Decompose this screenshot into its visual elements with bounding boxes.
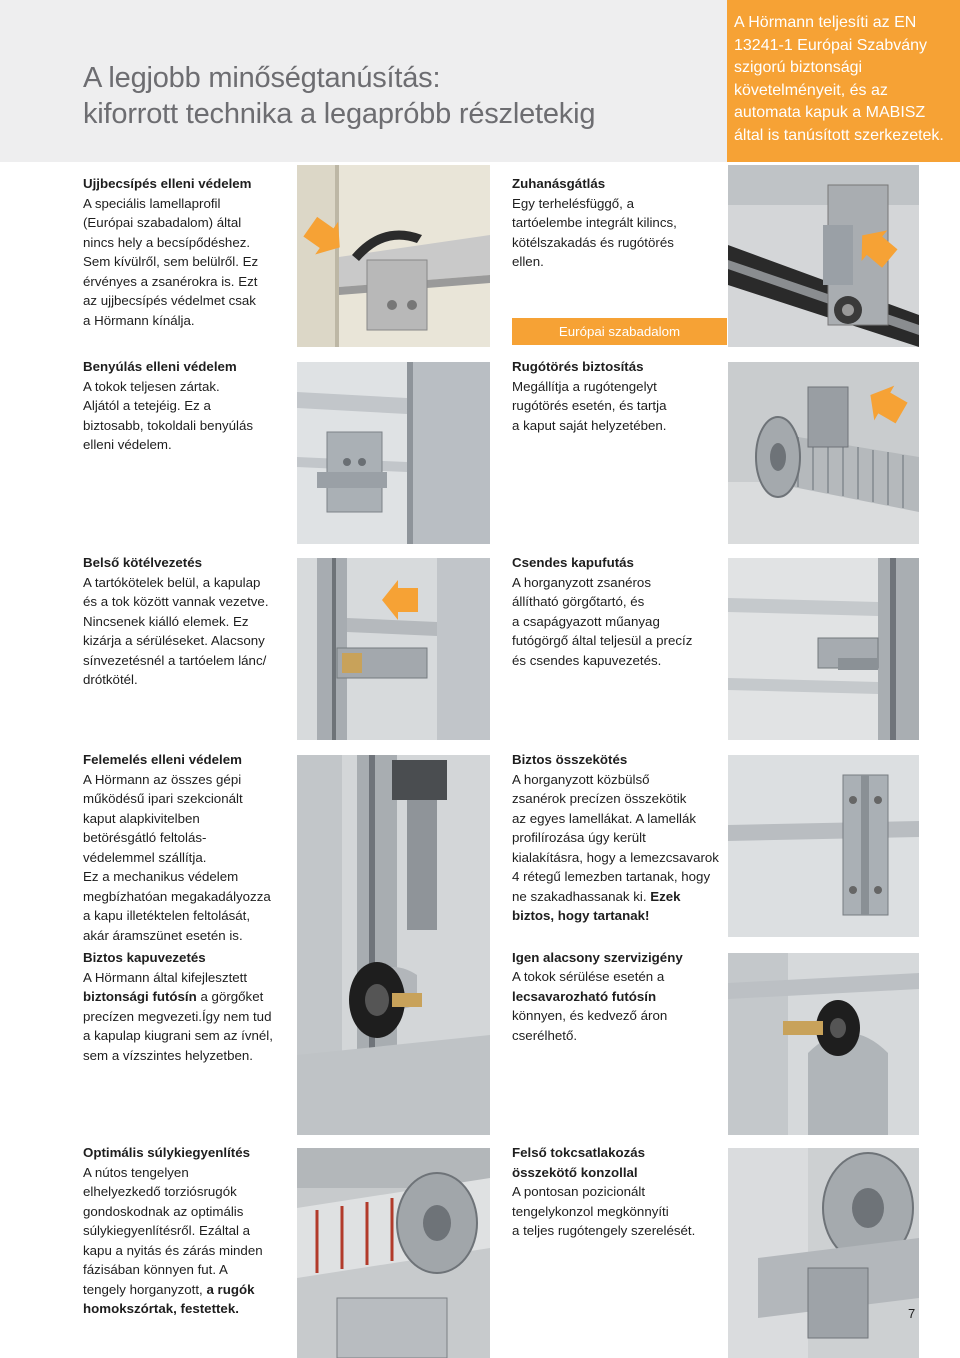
section-quiet-running [512, 553, 722, 670]
section-weight-balance [83, 1143, 293, 1319]
section-lift-protection [83, 750, 293, 1065]
text-line: A Hörmann által kifejlesztett [83, 969, 248, 985]
text-line: cserélhető. [512, 1027, 578, 1043]
photo-finger-protection [297, 165, 490, 347]
text-line: az ujjbecsípés védelmet csak [83, 293, 256, 308]
text-line: fázisában könnyen fut. A [83, 1262, 228, 1277]
text-line: tengelykonzol megkönnyíti [512, 1203, 669, 1219]
text-line: futógörgő által teljesül a precíz [512, 633, 693, 648]
text-line: a kapu illetéktelen feltolását, [83, 908, 251, 923]
text-line [512, 906, 727, 926]
text-line: drótkötél. [83, 672, 138, 687]
text-line [512, 987, 727, 1007]
text-line: A horganyzott zsanéros [512, 574, 651, 590]
bold-phrase: biztonsági futósín [83, 989, 197, 1004]
text-line: gondoskodnak az optimális [83, 1203, 244, 1219]
text-line: megbízhatóan megakadályozza [83, 888, 271, 904]
section-secure-connection [512, 750, 727, 1045]
section-heading: Ujjbecsípés elleni védelem [83, 176, 252, 191]
text-line: biztosabb, tokoldali benyúlás [83, 417, 254, 433]
text-fragment: ne szakadhassanak ki. [512, 888, 651, 904]
text-fragment: tengely horganyzott, [83, 1281, 207, 1297]
text-line: kapu a nyitás és zárás minden [83, 1242, 263, 1258]
text-line: A Hörmann az összes gépi [83, 771, 242, 787]
section-spring-break [512, 357, 722, 435]
text-line: akár áramszünet esetén is. [83, 927, 243, 943]
text-fragment: a görgőket [196, 989, 264, 1004]
section-heading: Rugótörés biztosítás [512, 359, 644, 374]
text-line: Ez a mechanikus védelem [83, 869, 239, 884]
text-line: A pontosan pozicionált [512, 1184, 646, 1199]
text-line [512, 887, 727, 907]
text-line: elleni védelem. [83, 437, 172, 452]
text-line: érvényes a zsanérokra is. Ezt [83, 273, 258, 289]
section-heading: Csendes kapufutás [512, 555, 634, 570]
text-line: állítható görgőtartó, és [512, 594, 645, 609]
text-line: A tartókötelek belül, a kapulap [83, 574, 261, 590]
page-title [83, 60, 595, 132]
bold-phrase: Ezek [650, 888, 681, 904]
text-line: nincs hely a becsípődéshez. [83, 234, 251, 250]
section-heading: Biztos kapuvezetés [83, 950, 206, 965]
text-line: súlykiegyenlítésről. Ezáltal a [83, 1223, 251, 1238]
section-heading: Benyúlás elleni védelem [83, 359, 237, 374]
text-line: az egyes lamellákat. A lamellák [512, 810, 697, 826]
bold-phrase: lecsavarozható futósín [512, 988, 657, 1004]
text-line: 4 rétegű lemezben tartanak, hogy [512, 869, 711, 884]
text-line: védelemmel szállítja. [83, 849, 207, 865]
text-line: A nútos tengelyen [83, 1164, 189, 1180]
section-heading: Belső kötélvezetés [83, 555, 202, 570]
bold-phrase: a rugók [206, 1281, 255, 1297]
text-line: Sem kívülről, sem belülről. Ez [83, 254, 259, 269]
section-reach-protection [83, 357, 288, 455]
text-line: zsanérok precízen összekötik [512, 791, 687, 806]
page-header [0, 0, 960, 162]
photo-quiet-running [728, 558, 919, 740]
title-line-2: kiforrott technika a legapróbb részletekig [83, 98, 596, 130]
text-line: rugótörés esetén, és tartja [512, 398, 667, 413]
standard-note-text: A Hörmann teljesíti az EN 13241-1 Európai Szabvány szigorú biztonsági követelményeit, és az automata kapuk a MABISZ által is tanúsított szerkezetek. [734, 14, 944, 144]
photo-spring-break [728, 362, 919, 544]
text-line: (Európai szabadalom) által [83, 215, 242, 230]
text-line: a teljes rugótengely szerelését. [512, 1223, 696, 1238]
section-heading: Optimális súlykiegyenlítés [83, 1145, 251, 1160]
photo-fall-protection [728, 165, 919, 347]
section-heading: összekötő konzollal [512, 1164, 638, 1180]
section-heading: Biztos összekötés [512, 752, 628, 767]
text-line: Egy terhelésfüggő, a [512, 195, 634, 211]
text-line: A horganyzott közbülső [512, 771, 650, 787]
text-line: és a tok között vannak vezetve. [83, 594, 269, 609]
photo-top-bracket [728, 1148, 919, 1358]
section-finger-protection [83, 174, 288, 330]
section-top-bracket [512, 1143, 722, 1241]
text-line: tartóelembe integrált kilincs, [512, 215, 677, 230]
section-heading: Igen alacsony szervizigény [512, 949, 683, 965]
text-line: kizárja a sérüléseket. Alacsony [83, 633, 265, 648]
page-number: 7 [908, 1306, 916, 1321]
photo-lift-protection [297, 755, 490, 1135]
text-line: kialakításra, hogy a lemezcsavarok [512, 849, 719, 865]
text-line: precízen megvezeti.Így nem tud [83, 1008, 272, 1024]
text-line: a Hörmann kínálja. [83, 312, 195, 328]
text-line: a csapágyazott műanyag [512, 613, 660, 629]
text-line: a kapulap kiugrani sem az ívnél, [83, 1028, 273, 1043]
photo-secure-connection [728, 755, 919, 937]
bold-phrase: biztos, hogy tartanak! [512, 908, 650, 923]
text-line: Nincsenek kiálló elemek. Ez [83, 613, 249, 629]
text-line: Megállítja a rugótengelyt [512, 378, 657, 394]
bold-phrase: homokszórtak, festettek. [83, 1301, 239, 1316]
section-internal-cable [83, 553, 288, 690]
text-line: könnyen, és kedvező áron [512, 1008, 668, 1023]
text-line [83, 1280, 293, 1300]
section-fall-protection [512, 174, 722, 272]
photo-internal-cable [297, 558, 490, 740]
text-line: sem a vízszintes helyzetben. [83, 1047, 253, 1063]
text-line [83, 987, 293, 1007]
section-heading: Felemelés elleni védelem [83, 752, 242, 767]
text-line: ellen. [512, 254, 544, 269]
text-line [83, 1299, 293, 1319]
european-patent-badge: Európai szabadalom [512, 318, 727, 345]
text-line: betörésgátló feltolás- [83, 830, 207, 845]
text-line: és csendes kapuvezetés. [512, 652, 662, 668]
section-heading: Zuhanásgátlás [512, 176, 606, 191]
text-line: kaput alapkivitelben [83, 810, 200, 826]
standard-note-box [727, 0, 960, 162]
text-line: A speciális lamellaprofil [83, 195, 221, 211]
text-line: elhelyezkedő torziósrugók [83, 1184, 237, 1199]
text-line: működésű ipari szekcionált [83, 791, 243, 806]
text-line: sínvezetésnél a tartóelem lánc/ [83, 652, 267, 668]
text-line: A tokok teljesen zártak. [83, 378, 220, 394]
photo-weight-balance [297, 1148, 490, 1358]
title-line-1: A legjobb minőségtanúsítás: [83, 62, 441, 94]
text-line: Aljától a tetejéig. Ez a [83, 398, 211, 413]
section-heading: Felső tokcsatlakozás [512, 1145, 646, 1160]
photo-low-maintenance [728, 953, 919, 1135]
photo-reach-protection [297, 362, 490, 544]
text-line: A tokok sérülése esetén a [512, 969, 665, 984]
text-line: kötélszakadás és rugótörés [512, 234, 674, 250]
text-line: profilírozása úgy került [512, 830, 646, 845]
text-line: a kaput saját helyzetében. [512, 417, 667, 433]
